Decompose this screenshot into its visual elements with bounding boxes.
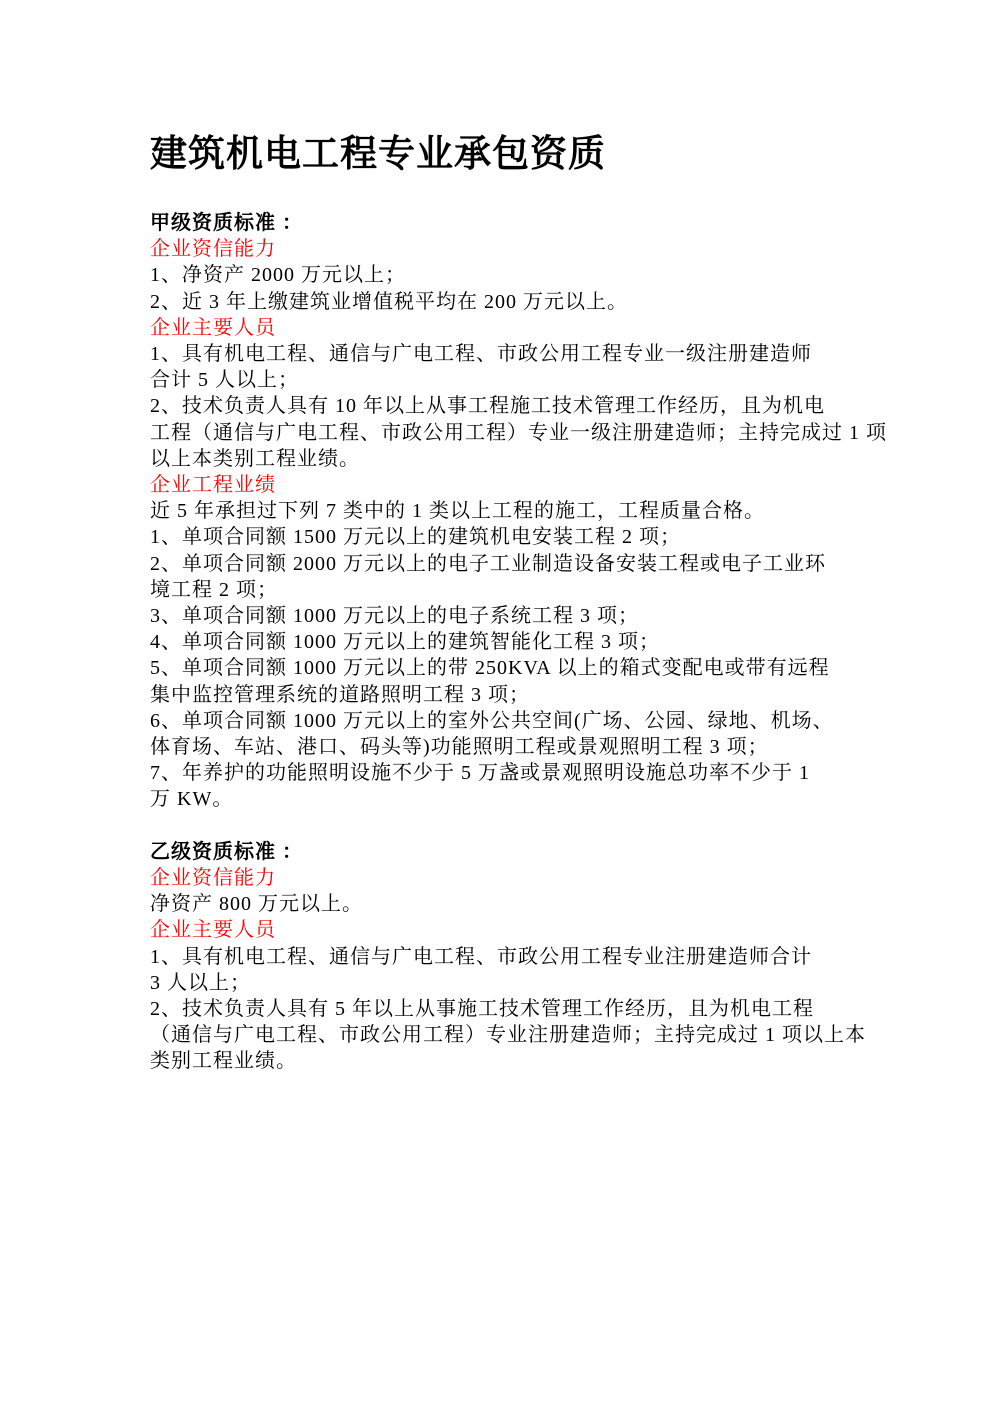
subsection-heading: 企业资信能力 xyxy=(150,867,276,890)
doc-line: 集中监控管理系统的道路照明工程 3 项； xyxy=(150,683,530,706)
section-heading: 乙级资质标准 ： xyxy=(150,840,303,863)
doc-line: 2、单项合同额 2000 万元以上的电子工业制造设备安装工程或电子工业环 xyxy=(150,552,826,575)
doc-line: 1、具有机电工程、通信与广电工程、市政公用工程专业注册建造师合计 xyxy=(150,945,812,968)
doc-line: 3、单项合同额 1000 万元以上的电子系统工程 3 项； xyxy=(150,605,639,628)
qualification-section xyxy=(150,839,870,1075)
doc-line: 5、单项合同额 1000 万元以上的带 250KVA 以上的箱式变配电或带有远程 xyxy=(150,657,830,680)
doc-line: 1、净资产 2000 万元以上； xyxy=(150,264,406,287)
doc-line: 1、具有机电工程、通信与广电工程、市政公用工程专业一级注册建造师 xyxy=(150,343,812,366)
subsection-heading: 企业主要人员 xyxy=(150,316,276,339)
doc-line: 合计 5 人以上； xyxy=(150,369,299,392)
subsection-heading: 企业主要人员 xyxy=(150,919,276,942)
qualification-section xyxy=(150,210,887,813)
doc-line: 4、单项合同额 1000 万元以上的建筑智能化工程 3 项； xyxy=(150,631,660,654)
doc-line: 6、单项合同额 1000 万元以上的室外公共空间(广场、公园、绿地、机场、 xyxy=(150,709,834,732)
doc-line: 类别工程业绩。 xyxy=(150,1050,297,1073)
doc-line: 工程（通信与广电工程、市政公用工程）专业一级注册建造师；主持完成过 1 项 xyxy=(150,421,887,444)
doc-line: （通信与广电工程、市政公用工程）专业注册建造师；主持完成过 1 项以上本 xyxy=(150,1024,866,1047)
doc-line: 境工程 2 项； xyxy=(150,578,278,601)
doc-line: 2、近 3 年上缴建筑业增值税平均在 200 万元以上。 xyxy=(150,290,628,313)
doc-line: 近 5 年承担过下列 7 类中的 1 类以上工程的施工，工程质量合格。 xyxy=(150,500,765,523)
doc-line: 3 人以上； xyxy=(150,971,251,994)
doc-line: 1、单项合同额 1500 万元以上的建筑机电安装工程 2 项； xyxy=(150,526,681,549)
doc-line: 万 KW。 xyxy=(150,788,234,811)
doc-line: 以上本类别工程业绩。 xyxy=(150,447,360,470)
doc-line: 2、技术负责人具有 10 年以上从事工程施工技术管理工作经历，且为机电 xyxy=(150,395,825,418)
doc-line: 体育场、车站、港口、码头等)功能照明工程或景观照明工程 3 项； xyxy=(150,736,769,759)
page-title: 建筑机电工程专业承包资质 xyxy=(150,134,606,175)
section-heading: 甲级资质标准 ： xyxy=(150,212,303,234)
doc-line: 7、年养护的功能照明设施不少于 5 万盏或景观照明设施总功率不少于 1 xyxy=(150,762,810,785)
subsection-heading: 企业资信能力 xyxy=(150,238,276,261)
doc-line: 2、技术负责人具有 5 年以上从事施工技术管理工作经历，且为机电工程 xyxy=(150,998,814,1021)
doc-line: 净资产 800 万元以上。 xyxy=(150,893,363,916)
document-body xyxy=(150,210,887,1075)
subsection-heading: 企业工程业绩 xyxy=(150,474,276,497)
